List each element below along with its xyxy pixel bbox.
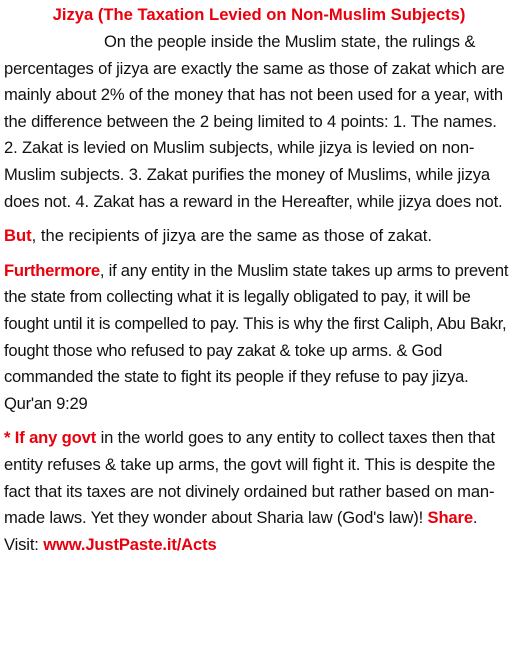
emphasis-furthermore: Furthermore	[4, 260, 100, 280]
paragraph-govt	[4, 425, 514, 558]
paragraph-recipients	[4, 223, 514, 250]
paragraph-furthermore	[4, 258, 514, 418]
document-title: Jizya (The Taxation Levied on Non-Muslim Subjects)	[52, 5, 466, 24]
visit-label: . Visit:	[4, 508, 478, 554]
emphasis-but: But	[4, 226, 32, 246]
paragraph-recipients-text: , the recipients of jizya are the same as those of zakat.	[31, 226, 432, 246]
paragraph-furthermore-text: , if any entity in the Muslim state takes up arms to prevent the state from collecting what it is legally obligated to pay, it will be fought until it is compelled to pay. This is why the first Caliph, Abu Bakr, fought those who refused to pay zakat & toke up arms. & God commanded the state to fight its people if they refuse to pay jizya. Qur'an 9:29	[4, 260, 509, 413]
justpaste-link[interactable]: www.JustPaste.it/Acts	[43, 534, 217, 554]
document	[4, 0, 514, 558]
emphasis-if-any-govt: * If any govt	[4, 428, 97, 448]
paragraph-jizya-rulings: On the people inside the Muslim state, the rulings & percentages of jizya are exactly the same as those of zakat which are mainly about 2% of the money that has not been used for a year, with the difference between the 2 being limited to 4 points: 1. The names. 2. Zakat is levied on Muslim subjects, while jizya is levied on non-Muslim subjects. 3. Zakat purifies the money of Muslims, while jizya does not. 4. Zakat has a reward in the Hereafter, while jizya does not.	[4, 32, 505, 211]
share-label: Share	[427, 508, 473, 528]
paragraph-govt-text: in the world goes to any entity to collect taxes then that entity refuses & take up arms, the govt will fight it. This is despite the fact that its taxes are not divinely ordained but rather based on man-made laws. Yet they wonder about Sharia law (God's law)!	[4, 428, 496, 528]
